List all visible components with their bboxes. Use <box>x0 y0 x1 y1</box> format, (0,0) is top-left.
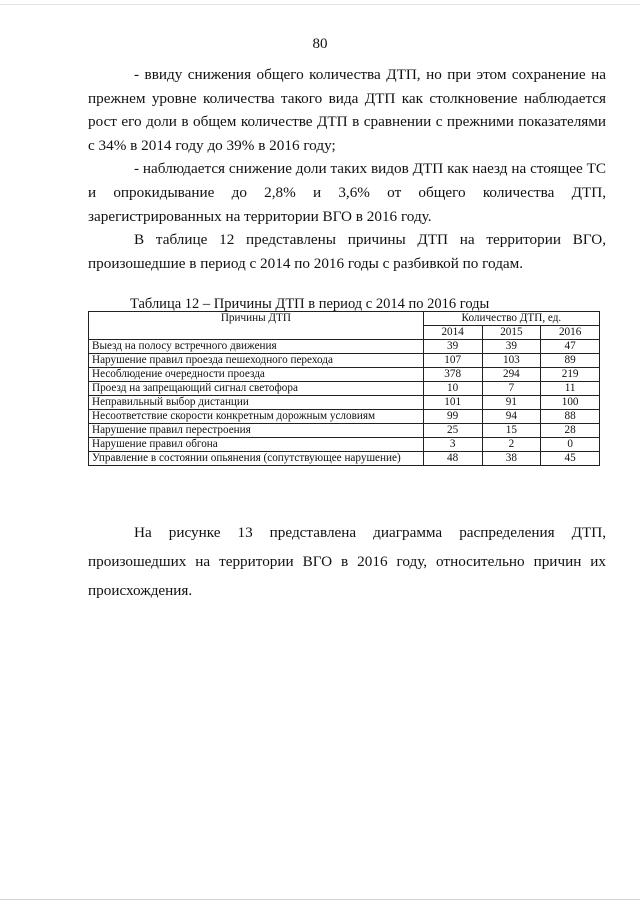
count-2014: 378 <box>423 368 482 382</box>
count-2015: 38 <box>482 452 541 466</box>
count-2016: 88 <box>541 410 600 424</box>
count-2015: 94 <box>482 410 541 424</box>
paragraph-table-intro: В таблице 12 представлены причины ДТП на территории ВГО, произошедшие в период с 2014 по 2016 годы с разбивкой по годам. <box>88 231 606 272</box>
cause-label: Нарушение правил проезда пешеходного перехода <box>89 354 424 368</box>
header-year: 2014 <box>423 326 482 340</box>
count-2016: 47 <box>541 340 600 354</box>
count-2015: 91 <box>482 396 541 410</box>
count-2016: 89 <box>541 354 600 368</box>
page-number: 80 <box>312 36 328 52</box>
scan-edge-top <box>0 4 640 5</box>
table-row <box>89 368 600 382</box>
cause-label: Нарушение правил перестроения <box>89 424 424 438</box>
count-2014: 99 <box>423 410 482 424</box>
table-row <box>89 452 600 466</box>
table-caption: Таблица 12 – Причины ДТП в период с 2014 по 2016 годы <box>130 296 490 312</box>
count-2015: 7 <box>482 382 541 396</box>
header-reason: Причины ДТП <box>89 312 424 340</box>
count-2016: 100 <box>541 396 600 410</box>
accident-causes-table <box>88 311 600 466</box>
cause-label: Неправильный выбор дистанции <box>89 396 424 410</box>
cause-label: Несоответствие скорости конкретным дорожным условиям <box>89 410 424 424</box>
paragraph-collision-share: - ввиду снижения общего количества ДТП, но при этом сохранение на прежнем уровне количества такого вида ДТП как столкновение наблюдается рост его доли в общем количестве ДТП в сравнении с прежними показателями с 34% в 2014 году до 39% в 2016 году; <box>88 66 606 154</box>
count-2016: 45 <box>541 452 600 466</box>
count-2015: 15 <box>482 424 541 438</box>
table-row <box>89 340 600 354</box>
count-2016: 11 <box>541 382 600 396</box>
count-2015: 2 <box>482 438 541 452</box>
count-2014: 10 <box>423 382 482 396</box>
count-2016: 219 <box>541 368 600 382</box>
closing-text <box>88 518 606 605</box>
header-year: 2015 <box>482 326 541 340</box>
table-row <box>89 438 600 452</box>
count-2016: 0 <box>541 438 600 452</box>
count-2015: 294 <box>482 368 541 382</box>
scan-edge-bottom <box>0 899 640 900</box>
header-year: 2016 <box>541 326 600 340</box>
count-2014: 101 <box>423 396 482 410</box>
count-2016: 28 <box>541 424 600 438</box>
table-header-row <box>89 312 600 326</box>
count-2014: 3 <box>423 438 482 452</box>
paragraph-figure-reference: На рисунке 13 представлена диаграмма распределения ДТП, произошедших на территории ВГО в 2016 году, относительно причин их происхождения. <box>88 524 606 599</box>
table-row <box>89 354 600 368</box>
cause-label: Несоблюдение очередности проезда <box>89 368 424 382</box>
table-row <box>89 410 600 424</box>
count-2015: 103 <box>482 354 541 368</box>
count-2014: 39 <box>423 340 482 354</box>
count-2014: 107 <box>423 354 482 368</box>
table-row <box>89 396 600 410</box>
body-text <box>88 63 606 275</box>
cause-label: Выезд на полосу встречного движения <box>89 340 424 354</box>
count-2015: 39 <box>482 340 541 354</box>
count-2014: 25 <box>423 424 482 438</box>
cause-label: Нарушение правил обгона <box>89 438 424 452</box>
table-row <box>89 382 600 396</box>
cause-label: Управление в состоянии опьянения (сопутствующее нарушение) <box>89 452 424 466</box>
cause-label: Проезд на запрещающий сигнал светофора <box>89 382 424 396</box>
paragraph-share-decrease: - наблюдается снижение доли таких видов ДТП как наезд на стоящее ТС и опрокидывание до 2,8% и 3,6% от общего количества ДТП, зарегистрированных на территории ВГО в 2016 году. <box>88 160 606 225</box>
header-count: Количество ДТП, ед. <box>423 312 599 326</box>
table-row <box>89 424 600 438</box>
count-2014: 48 <box>423 452 482 466</box>
